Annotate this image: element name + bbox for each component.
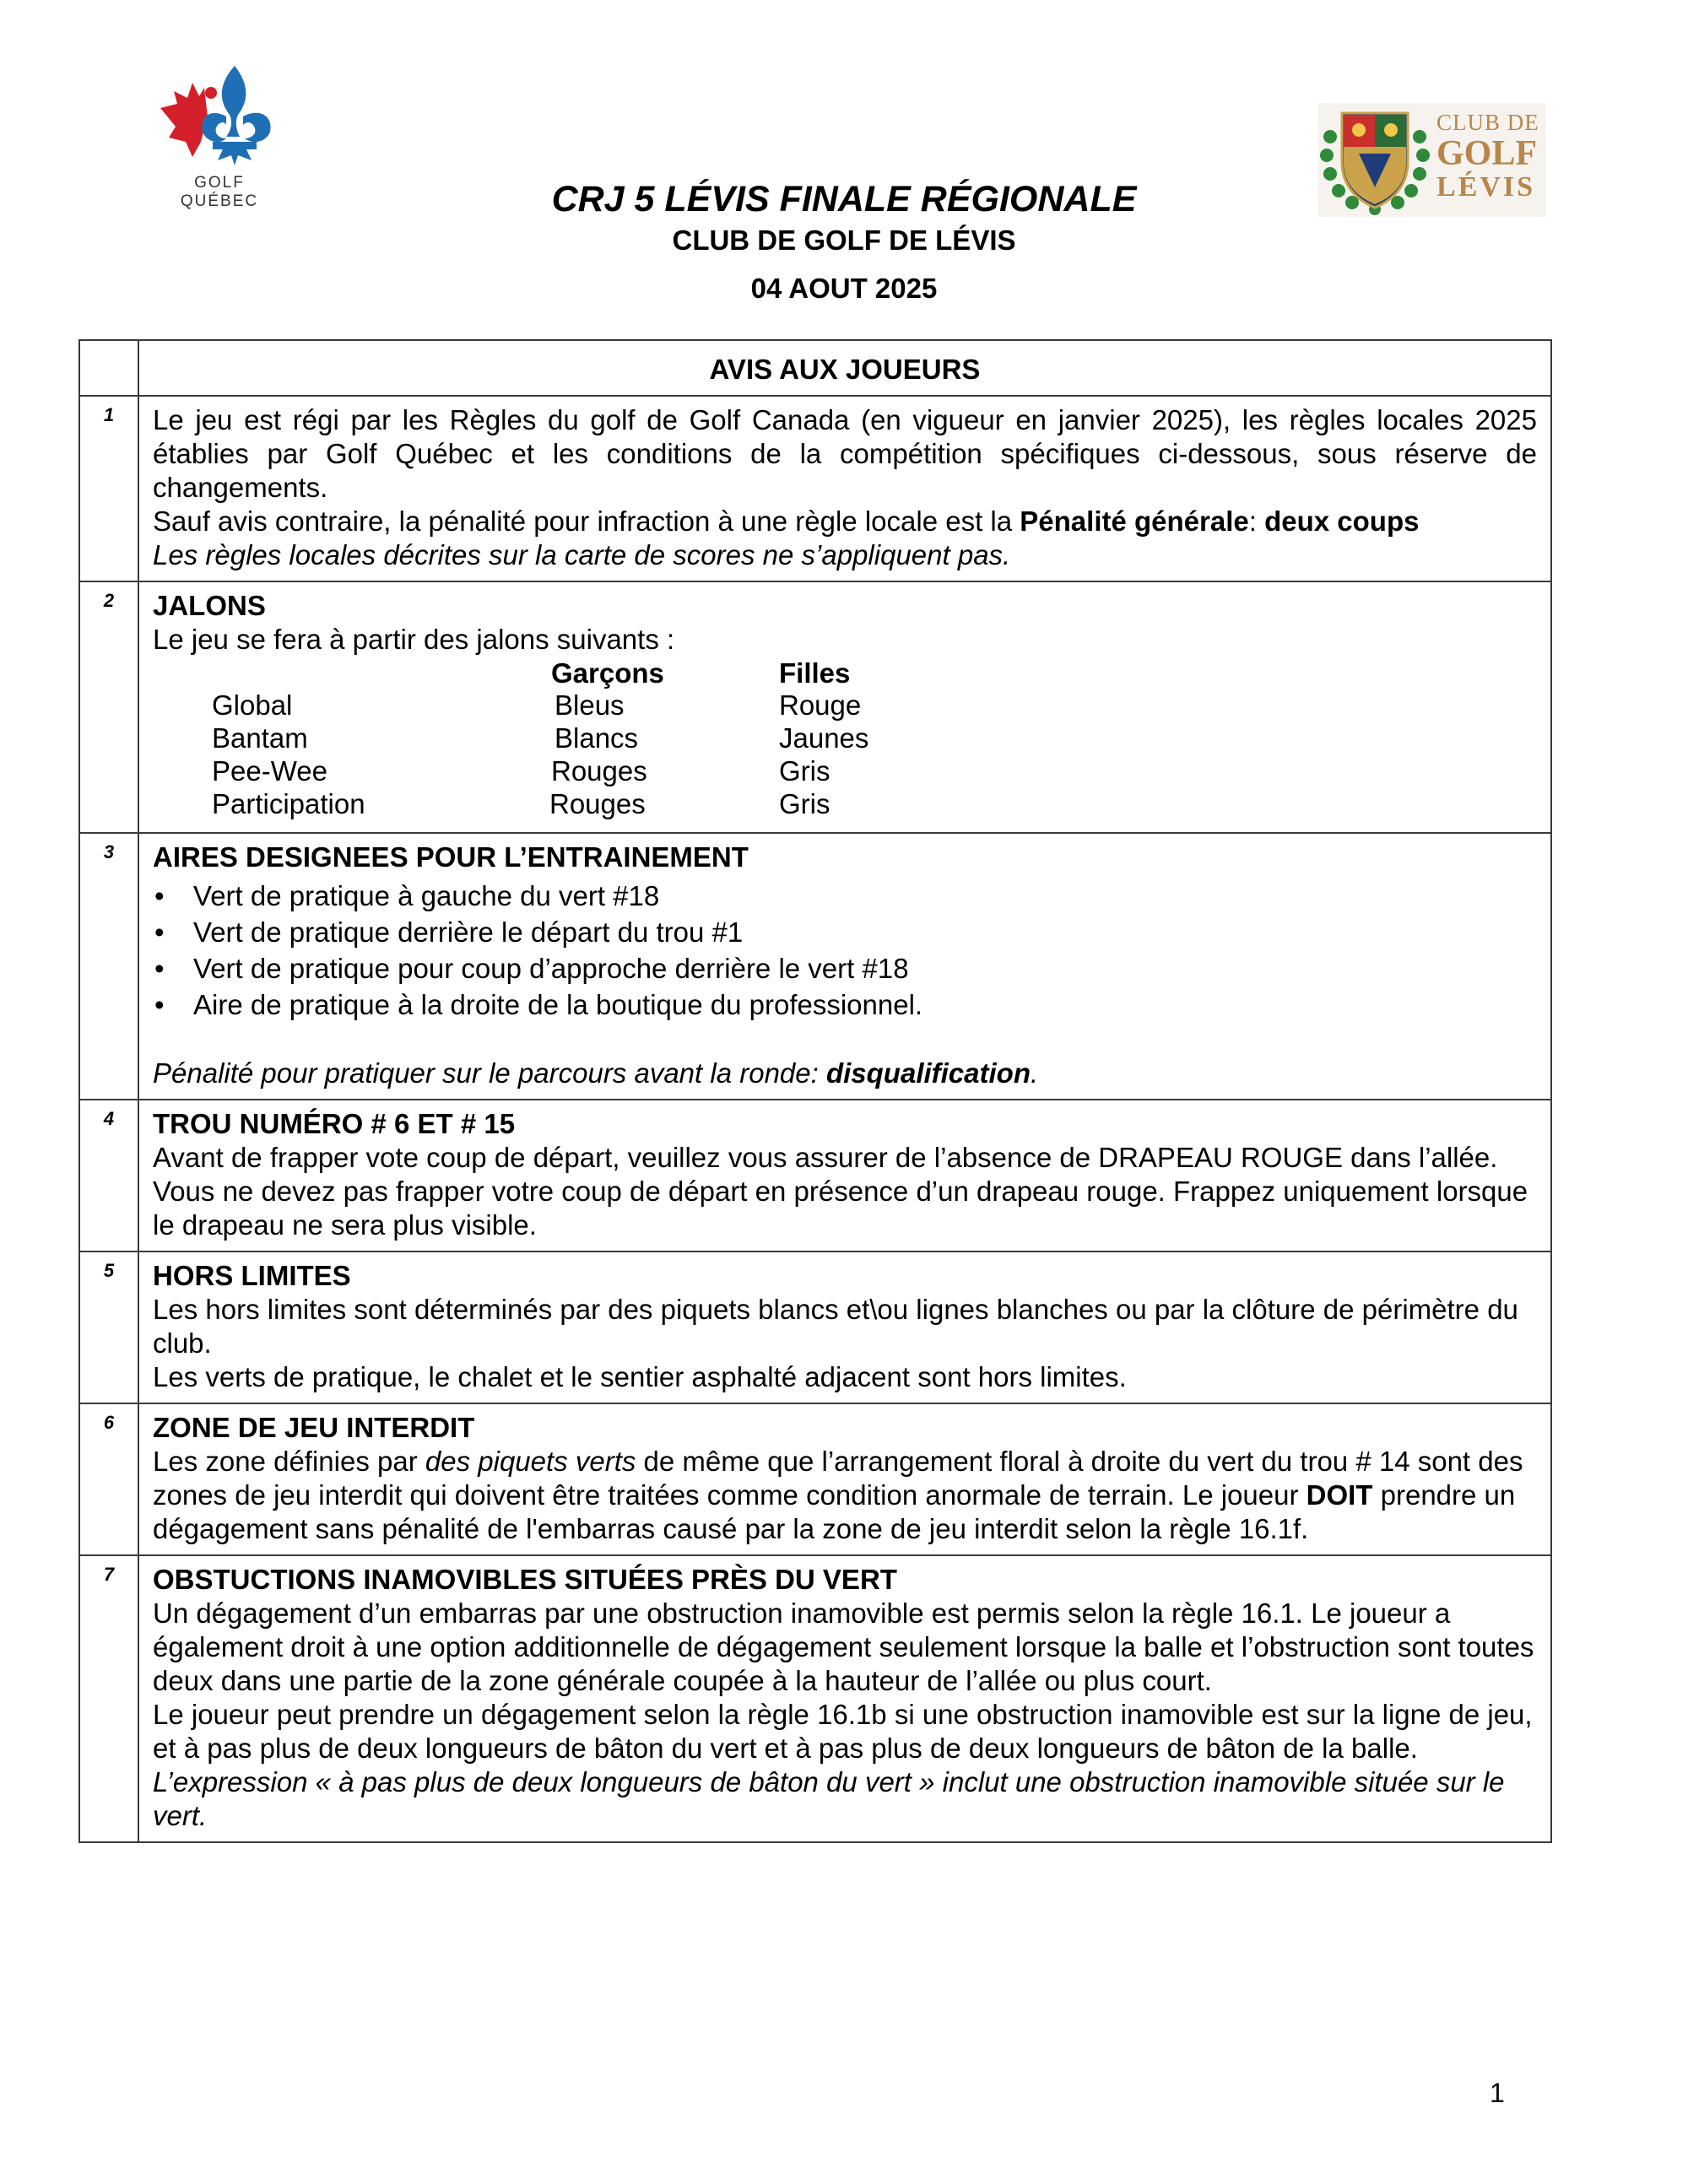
penalty-general: Pénalité générale: [1020, 505, 1249, 537]
list-item-text: Vert de pratique pour coup d’approche derrière le vert #18: [193, 953, 909, 984]
tees-table: [153, 657, 1537, 819]
section-rules-content: [138, 396, 1551, 581]
tee-boys: Blancs: [555, 722, 639, 754]
list-item-text: Vert de pratique à gauche du vert #18: [193, 880, 660, 911]
red-flag-notice: Avant de frapper vote coup de départ, veuillez vous assurer de l’absence de DRAPEAU ROUGE dans l’allée. Vous ne devez pas frapper votre coup de départ en présence d’un drapeau rouge. Frappez uniquement lorsque le drapeau ne sera plus visible.: [153, 1142, 1528, 1241]
section-number: 1: [79, 396, 138, 581]
page-number: 1: [1490, 2078, 1505, 2108]
out-of-bounds-paragraph: Les hors limites sont déterminés par des piquets blancs et\ou lignes blanches ou par la clôture de périmètre du club.: [153, 1294, 1518, 1359]
logo-text-club-de: CLUB DE: [1436, 110, 1539, 135]
obstruction-paragraph: [153, 1698, 1537, 1833]
text-run: de même que l’arrangement floral à droite du vert du trou # 14 sont des zones de jeu interdit qui doivent être traitées comme condition anormale de terrain. Le joueur: [153, 1446, 1523, 1511]
table-row: [79, 581, 1551, 833]
section-number: 2: [79, 581, 138, 833]
text-run: Les zone définies par: [153, 1446, 425, 1477]
text-run: Le joueur peut prendre un dégagement selon la règle 16.1b si une obstruction inamovible est sur la ligne de jeu, et à pas plus de deux longueurs de bâton du vert et à pas plus de deux longueurs de bâton de la balle.: [153, 1699, 1533, 1764]
practice-penalty-text: Pénalité pour pratiquer sur le parcours avant la ronde:: [153, 1057, 826, 1089]
no-play-zone-paragraph: [153, 1445, 1537, 1546]
list-item: [153, 950, 1537, 987]
tee-girls: Gris: [779, 755, 830, 787]
bullet-icon: •: [154, 953, 165, 984]
must-text: DOIT: [1306, 1479, 1373, 1511]
section-no-play-zone-content: [138, 1403, 1551, 1555]
section-number: 4: [79, 1100, 138, 1251]
list-item: [153, 987, 1537, 1023]
table-row: [79, 1100, 1551, 1251]
expression-note: L’expression « à pas plus de deux longueurs de bâton du vert » inclut une obstruction inamovible située sur le vert.: [153, 1766, 1505, 1831]
tee-girls: Rouge: [779, 689, 862, 721]
table-row: [79, 1555, 1551, 1842]
section-number: 3: [79, 833, 138, 1100]
section-title: AIRES DESIGNEES POUR L’ENTRAINEMENT: [153, 841, 749, 873]
penalty-two-strokes: deux coups: [1264, 505, 1420, 537]
bullet-icon: •: [154, 989, 165, 1020]
section-holes-content: [138, 1100, 1551, 1251]
tee-girls: Jaunes: [779, 722, 869, 754]
document-date: 04 AOUT 2025: [750, 273, 938, 304]
green-stakes-text: des piquets verts: [425, 1446, 636, 1477]
obstruction-paragraph: Un dégagement d’un embarras par une obstruction inamovible est permis selon la règle 16.1. Le joueur a également droit à une option additionnelle de dégagement seulement lorsque la balle et l’obstruction sont toutes deux dans une partie de la zone générale coupée à la hauteur de l’allée ou plus court.: [153, 1597, 1534, 1696]
section-number: 6: [79, 1403, 138, 1555]
bullet-icon: •: [154, 880, 165, 911]
bullet-icon: •: [154, 916, 165, 948]
notice-table: [78, 339, 1552, 1843]
penalty-colon: :: [1248, 505, 1265, 537]
section-obstructions-content: [138, 1555, 1551, 1842]
logo-text-line2: QUÉBEC: [180, 192, 259, 210]
tee-girls: Gris: [779, 788, 830, 819]
table-row: [79, 833, 1551, 1100]
logo-text-levis: LÉVIS: [1436, 171, 1536, 203]
scorecard-note: Les règles locales décrites sur la carte de scores ne s’appliquent pas.: [153, 539, 1011, 570]
document-subtitle: CLUB DE GOLF DE LÉVIS: [672, 224, 1016, 256]
practice-penalty-end: .: [1031, 1057, 1039, 1089]
boys-column-header: Garçons: [551, 657, 664, 689]
table-row: [79, 1403, 1551, 1555]
text-run: prendre un dégagement sans pénalité de l'embarras causé par la zone de jeu interdit selon la règle 16.1f.: [153, 1479, 1516, 1544]
section-number: 7: [79, 1555, 138, 1842]
section-title: OBSTUCTIONS INAMOVIBLES SITUÉES PRÈS DU VERT: [153, 1564, 897, 1595]
section-number: 5: [79, 1251, 138, 1403]
list-item: [153, 914, 1537, 950]
section-tees-content: [138, 581, 1551, 833]
tee-boys: Rouges: [551, 755, 647, 787]
list-item-text: Vert de pratique derrière le départ du trou #1: [193, 916, 744, 948]
out-of-bounds-paragraph: Les verts de pratique, le chalet et le sentier asphalté adjacent sont hors limites.: [153, 1361, 1127, 1392]
section-title: HORS LIMITES: [153, 1260, 351, 1291]
practice-penalty: [153, 1057, 1537, 1090]
rules-paragraph: Le jeu est régi par les Règles du golf de Golf Canada (en vigueur en janvier 2025), les règles locales 2025 établies par Golf Québec et les conditions de la compétition spécifiques ci-dessous, sous réserve de changements.: [153, 404, 1537, 503]
section-title: ZONE DE JEU INTERDIT: [153, 1412, 475, 1443]
table-header: AVIS AUX JOUEURS: [138, 340, 1551, 396]
penalty-paragraph: [153, 505, 1537, 538]
section-title: JALONS: [153, 590, 266, 621]
tee-boys: Bleus: [555, 689, 625, 721]
penalty-text: Sauf avis contraire, la pénalité pour infraction à une règle locale est la: [153, 505, 1020, 537]
tee-boys: Rouges: [549, 788, 646, 819]
section-out-of-bounds-content: [138, 1251, 1551, 1403]
table-header-row: [79, 340, 1551, 396]
girls-column-header: Filles: [779, 657, 851, 689]
logo-text-line1: GOLF: [194, 174, 245, 192]
section-practice-content: [138, 833, 1551, 1100]
tee-category: Global: [212, 689, 293, 721]
tee-category: Bantam: [212, 722, 308, 754]
tee-category: Participation: [212, 788, 365, 819]
logo-text-golf: GOLF: [1436, 134, 1538, 173]
table-row: [79, 396, 1551, 581]
empty-number-cell: [79, 340, 138, 396]
list-item-text: Aire de pratique à la droite de la boutique du professionnel.: [193, 989, 923, 1020]
tees-intro: Le jeu se fera à partir des jalons suivants :: [153, 624, 675, 655]
practice-areas-list: [153, 878, 1537, 1023]
document-title: CRJ 5 LÉVIS FINALE RÉGIONALE: [551, 179, 1137, 219]
table-row: [79, 1251, 1551, 1403]
section-title: TROU NUMÉRO # 6 ET # 15: [153, 1108, 516, 1139]
tee-category: Pee-Wee: [212, 755, 327, 787]
practice-penalty-dq: disqualification: [825, 1057, 1031, 1089]
list-item: [153, 878, 1537, 914]
